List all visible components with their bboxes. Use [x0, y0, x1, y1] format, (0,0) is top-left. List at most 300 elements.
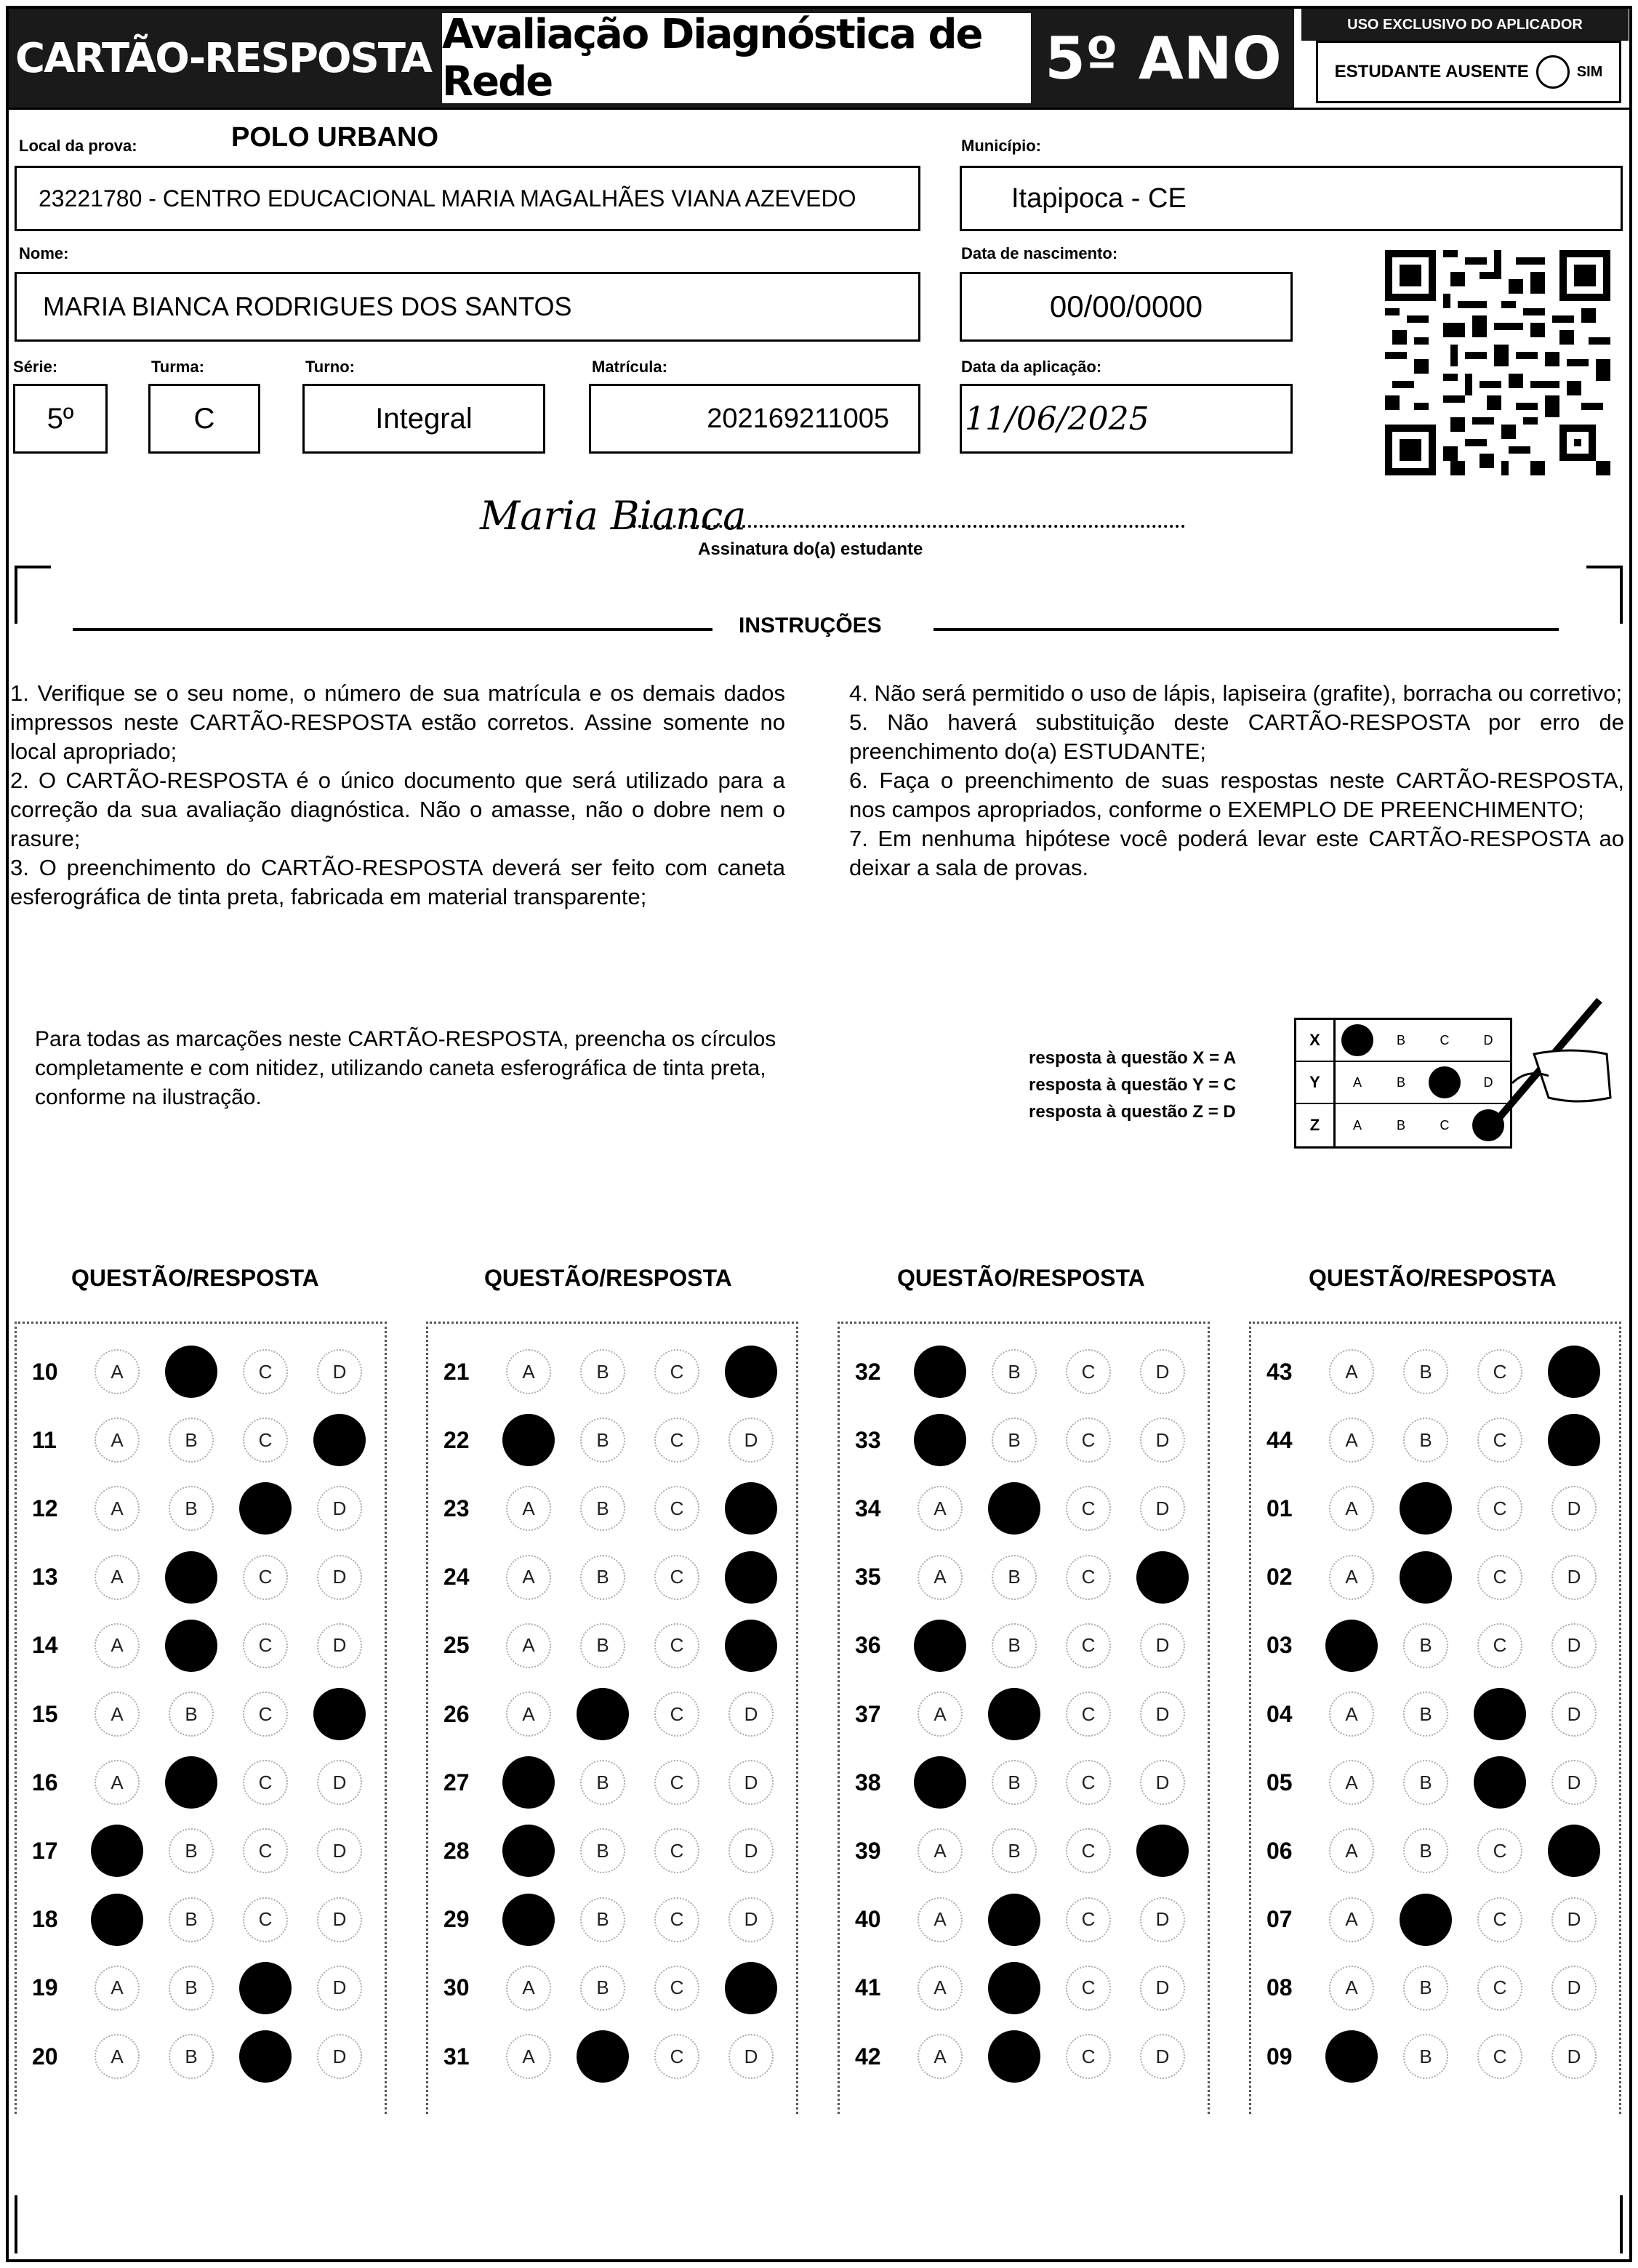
empty-bubble: A: [1329, 1486, 1374, 1531]
example-option: C: [1440, 1032, 1450, 1047]
corner-mark-top-left: [15, 566, 51, 624]
answer-option[interactable]: [640, 2034, 714, 2079]
answer-option[interactable]: [1389, 1828, 1463, 1873]
answer-option[interactable]: [80, 1486, 154, 1531]
answer-option[interactable]: [714, 1897, 788, 1942]
answer-option[interactable]: [154, 1966, 228, 2011]
answer-option[interactable]: [80, 1692, 154, 1737]
empty-bubble: D: [1551, 1897, 1597, 1942]
answer-option[interactable]: [977, 1623, 1051, 1668]
answer-option[interactable]: [903, 2034, 977, 2079]
filled-bubble: [988, 1894, 1040, 1946]
answer-option[interactable]: [228, 1760, 302, 1805]
answer-option[interactable]: [1125, 1486, 1200, 1531]
serie-field: 5º: [13, 384, 108, 454]
turno-label: Turno:: [305, 358, 356, 376]
answer-option[interactable]: [228, 1692, 302, 1737]
answer-option[interactable]: [1537, 1692, 1611, 1737]
answer-option[interactable]: [228, 2030, 302, 2083]
answer-option[interactable]: [566, 1688, 640, 1740]
empty-bubble: B: [169, 1897, 214, 1942]
answer-option[interactable]: [228, 1897, 302, 1942]
answer-option[interactable]: [1125, 1897, 1200, 1942]
empty-bubble: C: [1477, 1897, 1522, 1942]
answer-option[interactable]: [154, 2034, 228, 2079]
instructions-rule-left: [73, 628, 712, 631]
question-row: [426, 2022, 788, 2091]
empty-bubble: B: [1403, 1349, 1448, 1394]
answer-option[interactable]: [1314, 1828, 1389, 1873]
answer-option[interactable]: [640, 1966, 714, 2011]
empty-bubble: B: [1403, 1828, 1448, 1873]
answer-option[interactable]: [491, 1966, 566, 2011]
empty-bubble: C: [1066, 1349, 1111, 1394]
question-number: 22: [443, 1426, 470, 1453]
applicator-only-label: USO EXCLUSIVO DO APLICADOR: [1301, 9, 1629, 41]
answer-option[interactable]: [491, 1756, 566, 1809]
answer-option[interactable]: [903, 1692, 977, 1737]
absent-bubble[interactable]: [1536, 55, 1570, 89]
empty-bubble: A: [95, 1555, 140, 1600]
example-option: B: [1396, 1032, 1405, 1047]
empty-bubble: C: [1066, 1966, 1111, 2011]
empty-bubble: C: [654, 1555, 699, 1600]
answer-option[interactable]: [1537, 1486, 1611, 1531]
question-number: 28: [443, 1837, 470, 1864]
answer-option[interactable]: [977, 1418, 1051, 1463]
answer-option[interactable]: [566, 1760, 640, 1805]
answer-option[interactable]: [566, 1897, 640, 1942]
answer-option[interactable]: [977, 1555, 1051, 1600]
filled-bubble: [1548, 1825, 1600, 1877]
answer-option[interactable]: [977, 1688, 1051, 1740]
answer-option[interactable]: [80, 1555, 154, 1600]
answer-option[interactable]: [977, 1894, 1051, 1946]
answer-option[interactable]: [1051, 1555, 1125, 1600]
filled-bubble: [988, 1688, 1040, 1740]
answer-option[interactable]: [1051, 1418, 1125, 1463]
filled-bubble: [988, 2030, 1040, 2083]
answer-option[interactable]: [1314, 1555, 1389, 1600]
answer-option[interactable]: [491, 1414, 566, 1466]
answer-option[interactable]: [566, 1555, 640, 1600]
answer-option[interactable]: [1314, 1418, 1389, 1463]
question-row: [1249, 1474, 1611, 1543]
question-number: 26: [443, 1700, 470, 1727]
empty-bubble: A: [918, 1486, 963, 1531]
answer-option[interactable]: [1389, 1349, 1463, 1394]
question-number: 33: [855, 1426, 881, 1453]
empty-bubble: C: [243, 1555, 288, 1600]
empty-bubble: A: [95, 1760, 140, 1805]
empty-bubble: A: [1329, 1828, 1374, 1873]
example-row-label: Z: [1296, 1104, 1336, 1146]
question-number: 13: [32, 1564, 58, 1591]
question-number: 08: [1266, 1974, 1293, 2001]
answer-option[interactable]: [1125, 1825, 1200, 1877]
answer-option[interactable]: [302, 1828, 377, 1873]
answer-option[interactable]: [154, 1756, 228, 1809]
answer-option[interactable]: [154, 1828, 228, 1873]
answer-option[interactable]: [903, 1828, 977, 1873]
answer-option[interactable]: [640, 1828, 714, 1873]
empty-bubble: D: [1140, 1623, 1185, 1668]
absent-yes-label: SIM: [1576, 63, 1603, 80]
empty-bubble: A: [95, 1349, 140, 1394]
answer-option[interactable]: [1463, 1966, 1537, 2011]
filled-bubble: [91, 1894, 143, 1946]
answer-option[interactable]: [154, 1692, 228, 1737]
answer-option[interactable]: [566, 1486, 640, 1531]
example-option: A: [1352, 1074, 1362, 1090]
question-row: [426, 1474, 788, 1543]
answer-option[interactable]: [491, 1486, 566, 1531]
question-number: 32: [855, 1358, 881, 1385]
answer-option[interactable]: [1051, 1623, 1125, 1668]
answer-option[interactable]: [302, 1414, 377, 1466]
qr-code: [1385, 249, 1610, 476]
answer-option[interactable]: [977, 2030, 1051, 2083]
answer-option[interactable]: [1537, 1966, 1611, 2011]
answer-option[interactable]: [1314, 1349, 1389, 1394]
answer-option[interactable]: [1389, 1482, 1463, 1535]
answer-option[interactable]: [491, 2034, 566, 2079]
answer-option[interactable]: [228, 1418, 302, 1463]
answer-option[interactable]: [302, 1760, 377, 1805]
question-number: 02: [1266, 1564, 1293, 1591]
empty-bubble: C: [243, 1692, 288, 1737]
answer-option[interactable]: [302, 1623, 377, 1668]
answer-option[interactable]: [714, 1551, 788, 1604]
turma-label: Turma:: [151, 358, 204, 376]
answer-option[interactable]: [228, 1962, 302, 2014]
answer-option[interactable]: [228, 1828, 302, 1873]
answer-option[interactable]: [640, 1418, 714, 1463]
answer-option[interactable]: [491, 1692, 566, 1737]
answer-option[interactable]: [977, 1760, 1051, 1805]
example-legend-line: resposta à questão Y = C: [1029, 1075, 1237, 1095]
answer-option[interactable]: [1389, 1966, 1463, 2011]
example-option: D: [1483, 1032, 1493, 1047]
answer-option[interactable]: [1463, 1555, 1537, 1600]
instruction-item: 5. Não haverá substituição deste CARTÃO-RESPOSTA por erro de preenchimento do(a) ESTUDANTE;: [849, 709, 1624, 764]
question-row: [838, 1406, 1200, 1474]
answer-option[interactable]: [1463, 1486, 1537, 1531]
filled-bubble: [1136, 1551, 1189, 1604]
answer-option[interactable]: [903, 1414, 977, 1466]
empty-bubble: B: [992, 1760, 1037, 1805]
question-number: 06: [1266, 1837, 1293, 1864]
answer-option[interactable]: [154, 1346, 228, 1398]
question-number: 18: [32, 1906, 58, 1933]
answer-option[interactable]: [1314, 1966, 1389, 2011]
answer-option[interactable]: [1537, 1897, 1611, 1942]
answer-option[interactable]: [491, 1349, 566, 1394]
empty-bubble: A: [506, 1692, 551, 1737]
filled-bubble: [725, 1620, 777, 1672]
answer-option[interactable]: [80, 2034, 154, 2079]
empty-bubble: A: [918, 1966, 963, 2011]
empty-bubble: D: [728, 1897, 774, 1942]
answer-option[interactable]: [1314, 2030, 1389, 2083]
question-row: [426, 1612, 788, 1680]
answer-option[interactable]: [1314, 1486, 1389, 1531]
answer-option[interactable]: [640, 1692, 714, 1737]
answer-option[interactable]: [302, 1555, 377, 1600]
answer-option[interactable]: [1389, 1760, 1463, 1805]
answer-option[interactable]: [640, 1349, 714, 1394]
answer-option[interactable]: [1051, 1897, 1125, 1942]
answer-option[interactable]: [1537, 1414, 1611, 1466]
answer-option[interactable]: [1125, 1760, 1200, 1805]
answer-option[interactable]: [1537, 1825, 1611, 1877]
answer-option[interactable]: [491, 1555, 566, 1600]
answer-option[interactable]: [640, 1897, 714, 1942]
filled-bubble: [1136, 1825, 1189, 1877]
local-label: Local da prova:: [19, 137, 137, 155]
question-row: [15, 1886, 377, 1954]
answer-option[interactable]: [1125, 1692, 1200, 1737]
empty-bubble: B: [1403, 1760, 1448, 1805]
answer-option[interactable]: [302, 1349, 377, 1394]
answer-option[interactable]: [1314, 1897, 1389, 1942]
filled-bubble: [988, 1482, 1040, 1535]
filled-bubble: [313, 1688, 366, 1740]
answer-option[interactable]: [566, 1828, 640, 1873]
answer-option[interactable]: [491, 1825, 566, 1877]
answer-option[interactable]: [80, 1623, 154, 1668]
header-divider: [9, 108, 1632, 110]
empty-bubble: C: [654, 1349, 699, 1394]
answer-option[interactable]: [1125, 1418, 1200, 1463]
answer-option[interactable]: [154, 1620, 228, 1672]
answer-option[interactable]: [977, 1962, 1051, 2014]
instructions-title: INSTRUÇÕES: [739, 614, 882, 638]
answer-option[interactable]: [566, 2030, 640, 2083]
answer-option[interactable]: [491, 1894, 566, 1946]
empty-bubble: A: [95, 1623, 140, 1668]
empty-bubble: A: [1329, 1349, 1374, 1394]
answer-option[interactable]: [903, 1555, 977, 1600]
answer-option[interactable]: [302, 1688, 377, 1740]
example-filled-bubble: [1429, 1066, 1461, 1098]
answer-option[interactable]: [302, 1966, 377, 2011]
answer-option[interactable]: [1051, 1828, 1125, 1873]
answer-option[interactable]: [640, 1760, 714, 1805]
answer-option[interactable]: [977, 1482, 1051, 1535]
answer-option[interactable]: [1314, 1760, 1389, 1805]
filled-bubble: [165, 1346, 217, 1398]
answer-option[interactable]: [1389, 1894, 1463, 1946]
answer-option[interactable]: [1537, 2034, 1611, 2079]
answer-option[interactable]: [1463, 1828, 1537, 1873]
answer-option[interactable]: [154, 1897, 228, 1942]
answer-option[interactable]: [903, 1346, 977, 1398]
answer-option[interactable]: [903, 1620, 977, 1672]
answer-option[interactable]: [714, 1828, 788, 1873]
question-number: 29: [443, 1906, 470, 1933]
answer-option[interactable]: [640, 1623, 714, 1668]
answer-option[interactable]: [1389, 1623, 1463, 1668]
empty-bubble: C: [654, 1966, 699, 2011]
empty-bubble: D: [728, 1828, 774, 1873]
answer-option[interactable]: [1389, 1551, 1463, 1604]
answer-option[interactable]: [566, 1623, 640, 1668]
answer-option[interactable]: [1125, 1966, 1200, 2011]
question-row: [1249, 1954, 1611, 2022]
local-value: POLO URBANO: [231, 122, 438, 153]
name-field: MARIA BIANCA RODRIGUES DOS SANTOS: [15, 272, 920, 342]
answer-option[interactable]: [1463, 1349, 1537, 1394]
answer-option[interactable]: [1463, 1688, 1537, 1740]
answer-option[interactable]: [228, 1623, 302, 1668]
instruction-item: 3. O preenchimento do CARTÃO-RESPOSTA deverá ser feito com caneta esferográfica de tinta preta, fabricada em material transparente;: [10, 855, 785, 909]
answer-option[interactable]: [977, 1828, 1051, 1873]
empty-bubble: A: [506, 1555, 551, 1600]
answer-option[interactable]: [1051, 1760, 1125, 1805]
empty-bubble: B: [580, 1623, 625, 1668]
answer-option[interactable]: [1125, 2034, 1200, 2079]
question-number: 23: [443, 1495, 470, 1521]
empty-bubble: A: [918, 1897, 963, 1942]
answer-option[interactable]: [714, 1418, 788, 1463]
answer-option[interactable]: [154, 1418, 228, 1463]
answer-option[interactable]: [228, 1482, 302, 1535]
question-row: [838, 1612, 1200, 1680]
instruction-item: 4. Não será permitido o uso de lápis, lapiseira (grafite), borracha ou corretivo;: [849, 680, 1623, 706]
answer-option[interactable]: [1537, 1760, 1611, 1805]
answer-option[interactable]: [1051, 1966, 1125, 2011]
turma-field: C: [148, 384, 260, 454]
empty-bubble: C: [654, 2034, 699, 2079]
answer-option[interactable]: [80, 1418, 154, 1463]
answer-option[interactable]: [566, 1966, 640, 2011]
answer-option[interactable]: [1051, 1486, 1125, 1531]
empty-bubble: B: [1403, 1623, 1448, 1668]
answer-option[interactable]: [903, 1486, 977, 1531]
answer-option[interactable]: [491, 1623, 566, 1668]
question-number: 44: [1266, 1426, 1293, 1453]
question-row: [426, 1543, 788, 1612]
answer-option[interactable]: [903, 1897, 977, 1942]
answer-option[interactable]: [1051, 1349, 1125, 1394]
answer-option[interactable]: [1125, 1623, 1200, 1668]
answer-option[interactable]: [1463, 2034, 1537, 2079]
question-number: 35: [855, 1564, 881, 1591]
answer-option[interactable]: [714, 1482, 788, 1535]
answer-option[interactable]: [1463, 1756, 1537, 1809]
instruction-item: 1. Verifique se o seu nome, o número de sua matrícula e os demais dados impressos neste CARTÃO-RESPOSTA estão corretos. Assine somente no local apropriado;: [10, 680, 785, 764]
answer-option[interactable]: [80, 1349, 154, 1394]
answer-option[interactable]: [154, 1486, 228, 1531]
answer-option[interactable]: [903, 1756, 977, 1809]
empty-bubble: C: [243, 1623, 288, 1668]
empty-bubble: D: [728, 1760, 774, 1805]
answer-option[interactable]: [1537, 1346, 1611, 1398]
answer-option[interactable]: [977, 1349, 1051, 1394]
question-row: [15, 1338, 377, 1406]
example-legend-line: resposta à questão X = A: [1029, 1048, 1237, 1068]
example-option: B: [1396, 1074, 1405, 1090]
answer-option[interactable]: [714, 1692, 788, 1737]
answer-option[interactable]: [566, 1418, 640, 1463]
question-row: [15, 1817, 377, 1885]
question-row: [15, 1954, 377, 2022]
answer-option[interactable]: [1389, 1418, 1463, 1463]
matricula-field: 202169211005: [589, 384, 920, 454]
empty-bubble: B: [580, 1555, 625, 1600]
answer-option[interactable]: [154, 1551, 228, 1604]
answer-option[interactable]: [566, 1349, 640, 1394]
answer-option[interactable]: [1463, 1623, 1537, 1668]
answer-option[interactable]: [302, 1486, 377, 1531]
filled-bubble: [239, 2030, 292, 2083]
answer-option[interactable]: [80, 1760, 154, 1805]
answer-option[interactable]: [1051, 2034, 1125, 2079]
answer-option[interactable]: [228, 1349, 302, 1394]
empty-bubble: D: [1551, 1623, 1597, 1668]
answer-option[interactable]: [714, 1346, 788, 1398]
answer-option[interactable]: [640, 1486, 714, 1531]
empty-bubble: A: [506, 1966, 551, 2011]
filled-bubble: [1400, 1551, 1452, 1604]
answer-option[interactable]: [1125, 1349, 1200, 1394]
empty-bubble: B: [580, 1349, 625, 1394]
answer-option[interactable]: [80, 1825, 154, 1877]
answer-option[interactable]: [1051, 1692, 1125, 1737]
answer-option[interactable]: [1463, 1418, 1537, 1463]
filled-bubble: [914, 1756, 966, 1809]
answer-option[interactable]: [1125, 1551, 1200, 1604]
answer-option[interactable]: [1463, 1897, 1537, 1942]
empty-bubble: C: [243, 1418, 288, 1463]
answer-option[interactable]: [228, 1555, 302, 1600]
answer-option[interactable]: [1537, 1623, 1611, 1668]
empty-bubble: C: [1477, 1486, 1522, 1531]
question-row: [1249, 1338, 1611, 1406]
answer-option[interactable]: [302, 1897, 377, 1942]
pen-hand-illustration: [1469, 996, 1614, 1149]
answer-option[interactable]: [714, 2034, 788, 2079]
signature-line: [633, 525, 1185, 528]
answer-option[interactable]: [80, 1894, 154, 1946]
school-field: 23221780 - CENTRO EDUCACIONAL MARIA MAGALHÃES VIANA AZEVEDO: [15, 166, 920, 231]
answer-option[interactable]: [640, 1555, 714, 1600]
answer-option[interactable]: [80, 1966, 154, 2011]
answer-option[interactable]: [1389, 1692, 1463, 1737]
empty-bubble: D: [1551, 1760, 1597, 1805]
empty-bubble: C: [243, 1828, 288, 1873]
answer-option[interactable]: [903, 1966, 977, 2011]
matricula-label: Matrícula:: [592, 358, 667, 376]
turno-field: Integral: [302, 384, 545, 454]
answer-option[interactable]: [714, 1760, 788, 1805]
municipio-label: Município:: [961, 137, 1041, 155]
answer-option[interactable]: [714, 1620, 788, 1672]
question-number: 21: [443, 1358, 470, 1385]
answer-option[interactable]: [1537, 1555, 1611, 1600]
empty-bubble: D: [728, 1692, 774, 1737]
empty-bubble: C: [243, 1349, 288, 1394]
empty-bubble: C: [654, 1418, 699, 1463]
filled-bubble: [1400, 1894, 1452, 1946]
answer-option[interactable]: [1389, 2034, 1463, 2079]
answer-option[interactable]: [1314, 1620, 1389, 1672]
answer-option[interactable]: [302, 2034, 377, 2079]
answer-option[interactable]: [1314, 1692, 1389, 1737]
answer-option[interactable]: [714, 1962, 788, 2014]
question-row: [1249, 1406, 1611, 1474]
